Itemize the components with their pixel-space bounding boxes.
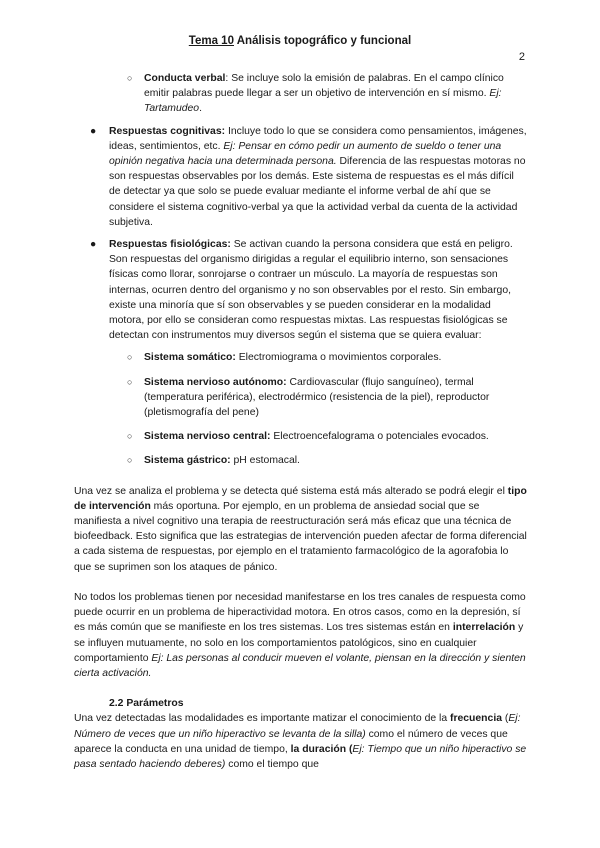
disc-bullet-icon: ● [90,125,97,137]
disc-bullet-icon: ● [90,239,97,251]
example-text: Ej: Las personas al conducir mueven el volante, piensan en la dirección y sienten cierta activación. [74,652,526,679]
circle-bullet-icon: ○ [127,376,133,387]
circle-bullet-icon: ○ [127,455,133,466]
circle-bullet-icon: ○ [127,431,133,442]
header-tema: Tema 10 [188,35,234,47]
bullet-item-respuestas-cognitivas: ● Respuestas cognitivas: Incluye todo lo que se considera como pensamientos, imágenes, ideas, sentimientos, etc. Ej: Pensar en cómo pedir un aumento de sueldo o tener una opinión negativa hacia una determinada persona. Diferencia de las respuestas motoras no son respuestas observables por los demás. Este sistema de respuestas es el más difícil de detectar ya que solo se puede evaluar mediante el informe verbal de ahí que se considere el sistema cognitivo-verbal ya que la actividad verbal da cuenta de la actividad subjetiva. [90,125,527,228]
sub-item-sistema-nervioso-central: ○ Sistema nervioso central: Electroencefalograma o potenciales evocados. [74,429,528,444]
example-text: Ej: Pensar en cómo pedir un aumento de sueldo o tener una opinión negativa hacia una determinada persona. [109,140,502,168]
bullet-item-respuestas-fisiologicas: ● Respuestas fisiológicas: Se activan cuando la persona considera que está en peligro. Son respuestas del organismo dirigidas a regular el equilibrio interno, son sensaciones físicas como llorar, sonrojarse o contraer un músculo. La mayoría de respuestas son internas, ocurren dentro del organismo y no son observables por el resto. Sin embargo, existe una minoría que sí son observables y se pueden considerar en la modalidad motora, por ello se consideran como respuestas mixtas. Las respuestas fisiológicas se detectan con instrumentos muy diversos según el sistema que se quiera evaluar: [90,239,513,342]
circle-bullet-icon: ○ [127,352,133,363]
example-text: Ej: Número de veces que un niño hiperactivo se levanta de la silla) [74,713,521,740]
sub-item-sistema-nervioso-autonomo: ○ Sistema nervioso autónomo: Cardiovascular (flujo sanguíneo), termal (temperatura periférica), electrodérmico (resistencia de la piel), reproductor (pletismografía del pene) [127,376,490,419]
document-body [74,71,528,772]
item-label: Respuestas cognitivas: [109,125,226,137]
sub-item-sistema-gastrico: ○ Sistema gástrico: pH estomacal. [74,453,528,468]
sub-item-conducta-verbal: ○ Conducta verbal: Se incluye solo la emisión de palabras. En el campo clínico emitir palabras puede llegar a ser un objetivo de intervención en sí mismo. Ej: Tartamudeo. [127,73,504,115]
example-text: Ej: Tartamudeo [144,88,502,115]
section-heading: 2.2 Parámetros [109,698,184,710]
paragraph-parametros: Una vez detectadas las modalidades es importante matizar el conocimiento de la frecuencia (Ej: Número de veces que un niño hiperactivo se levanta de la silla) como el número de veces que aparece la conducta en una unidad de tiempo, la duración (Ej: Tiempo que un niño hiperactivo se pasa sentado haciendo deberes) como el tiempo que [74,713,527,770]
item-label: Respuestas fisiológicas: [109,239,231,251]
header-title: Análisis topográfico y funcional [233,35,412,47]
circle-bullet-icon: ○ [127,73,133,83]
item-label: Conducta verbal [144,73,226,84]
paragraph-tipo-intervencion: Una vez se analiza el problema y se detecta qué sistema está más alterado se podrá elegir el tipo de intervención más oportuna. Por ejemplo, en un problema de ansiedad social que se manifiesta a nivel cognitivo una terapia de reestructuración será más eficaz que una técnica de biofeedback. Esto significa que las estrategias de intervención pueden afectar de forma diferencial a cada sistema de respuestas, por ejemplo en el tratamiento farmacológico de la agorafobia lo que se suprimen son los ataques de pánico. [74,485,527,573]
page-number: 2 [518,51,525,63]
sub-item-sistema-somatico: ○ Sistema somático: Electromiograma o movimientos corporales. [74,350,528,365]
document-header [0,35,600,47]
paragraph-interrelacion: No todos los problemas tienen por necesidad manifestarse en los tres canales de respuesta como puede ocurrir en un problema de hiperactividad motora. En otros casos, como en la depresión, sí es más común que se manifieste en los tres sistemas. Los tres sistemas están en interrelación y se influyen mutuamente, no solo en los comportamientos patológicos, sino en cualquier comportamiento Ej: Las personas al conducir mueven el volante, piensan en la dirección y sienten cierta activación. [74,591,526,679]
example-text: Ej: Tiempo que un niño hiperactivo se pasa sentado haciendo deberes) [74,743,527,770]
